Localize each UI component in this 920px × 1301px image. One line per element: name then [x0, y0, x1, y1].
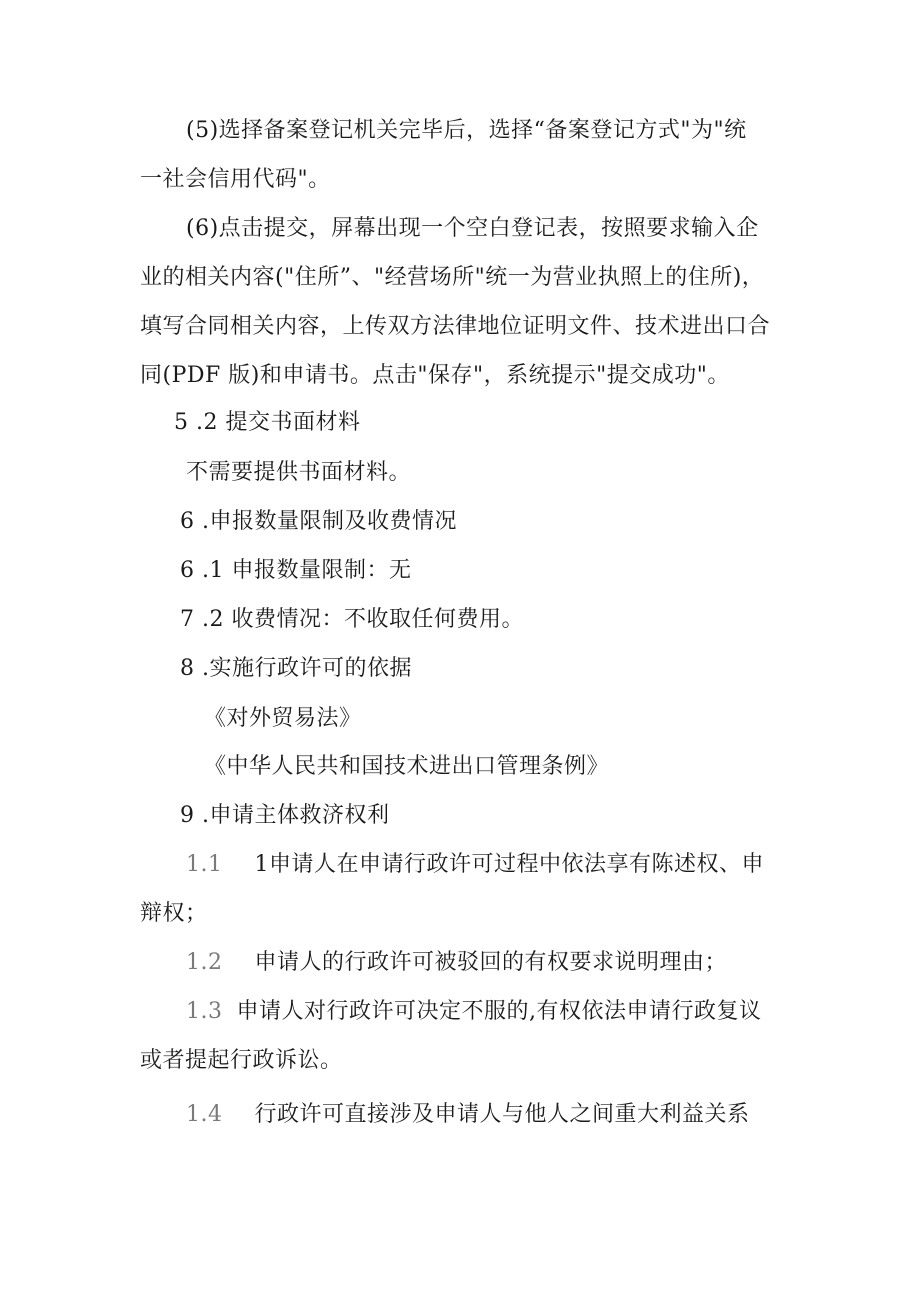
- section-heading: 7 .2 收费情况：不收取任何费用。: [180, 607, 524, 632]
- section-heading: 8 .实施行政许可的依据: [180, 656, 412, 681]
- right-item: [186, 1100, 750, 1130]
- paragraph-line: (5)选择备案登记机关完毕后，选择“备案登记方式"为"统: [186, 118, 747, 143]
- right-item: [186, 850, 764, 880]
- law-title: 《中华人民共和国技术进出口管理条例》: [204, 754, 610, 779]
- right-item-text: 1申请人在申请行政许可过程中依法享有陈述权、申: [254, 852, 764, 877]
- paragraph-line: 不需要提供书面材料。: [186, 460, 412, 485]
- right-item: [186, 948, 727, 978]
- right-item-number: 1.4: [186, 1102, 223, 1127]
- section-heading: 9 .申请主体救济权利: [180, 803, 390, 828]
- right-item-text: 行政许可直接涉及申请人与他人之间重大利益关系: [254, 1102, 750, 1127]
- right-item-text: 申请人的行政许可被驳回的有权要求说明理由；: [254, 950, 728, 975]
- section-heading: 6 .申报数量限制及收费情况: [180, 509, 457, 534]
- paragraph-line: 业的相关内容("住所”、"经营场所"统一为营业执照上的住所)，: [140, 265, 765, 290]
- paragraph-line: 一社会信用代码"。: [140, 167, 331, 192]
- paragraph-line: (6)点击提交，屏幕出现一个空白登记表，按照要求输入企: [186, 216, 759, 241]
- right-item-text: 申请人对行政许可决定不服的,有权依法申请行政复议: [236, 999, 762, 1024]
- right-item: [186, 997, 762, 1027]
- law-title: 《对外贸易法》: [204, 706, 362, 731]
- right-item-number: 1.2: [186, 950, 223, 975]
- section-heading: 6 .1 申报数量限制：无: [180, 558, 412, 583]
- paragraph-line: 填写合同相关内容，上传双方法律地位证明文件、技术进出口合: [140, 314, 771, 339]
- right-item-number: 1.1: [186, 852, 223, 877]
- paragraph-line: 同(PDF 版)和申请书。点击"保存"，系统提示"提交成功"。: [140, 363, 730, 388]
- right-item-continuation: 辩权；: [140, 901, 208, 926]
- right-item-number: 1.3: [186, 999, 223, 1024]
- right-item-continuation: 或者提起行政诉讼。: [140, 1048, 343, 1073]
- section-heading: 5 .2 提交书面材料: [174, 410, 361, 435]
